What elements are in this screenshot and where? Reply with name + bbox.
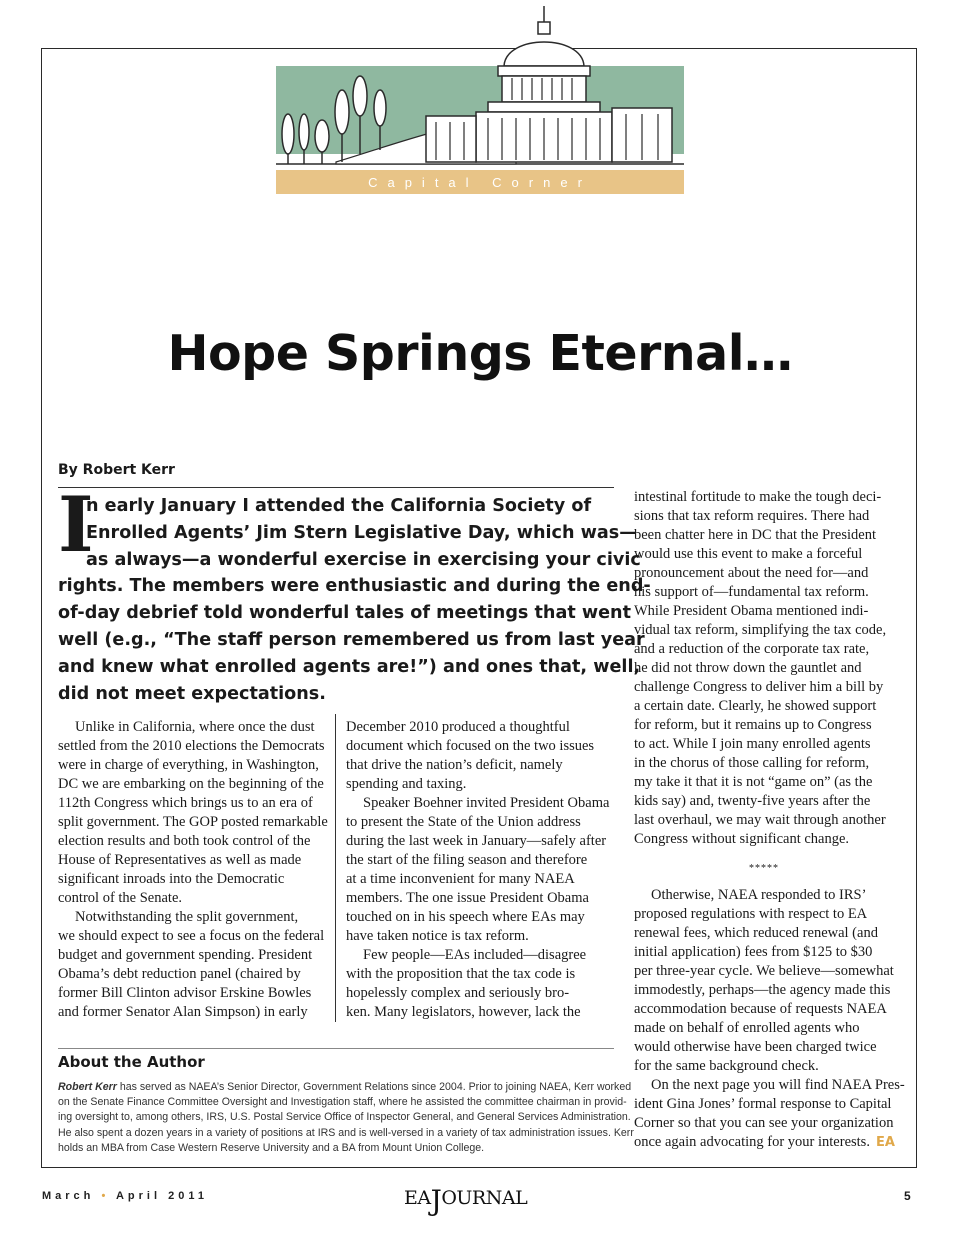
- issue-dot: •: [101, 1190, 110, 1202]
- column-divider: [335, 714, 336, 1022]
- body-line: for the same background check.: [634, 1058, 819, 1074]
- capitol-illustration: [276, 4, 684, 174]
- about-line: ing oversight to, among others, IRS, U.S. Postal Service Office of Inspector General, and General Services Administration.: [58, 1111, 631, 1124]
- body-line: to act. While I join many enrolled agents: [634, 736, 871, 752]
- body-line: DC we are embarking on the beginning of the: [58, 776, 324, 792]
- body-line: at a time inconvenient for many NAEA: [346, 871, 575, 887]
- body-line: have taken notice is tax reform.: [346, 928, 529, 944]
- lead-line: Enrolled Agents’ Jim Stern Legislative Day, which was—: [86, 522, 637, 543]
- body-column-3: [634, 488, 905, 1152]
- body-line: On the next page you will find NAEA Pres-: [651, 1077, 905, 1093]
- author-name: Robert Kerr: [58, 1081, 117, 1093]
- section-separator: *****: [749, 863, 779, 874]
- body-line: settled from the 2010 elections the Democrats: [58, 738, 325, 754]
- byline: By Robert Kerr: [58, 462, 175, 478]
- about-line-text: has served as NAEA’s Senior Director, Government Relations since 2004. Prior to joining NAEA, Kerr worked: [116, 1081, 632, 1093]
- body-line: would otherwise have been charged twice: [634, 1039, 877, 1055]
- body-line: Corner so that you can see your organization: [634, 1115, 894, 1131]
- body-line: hopelessly complex and seriously bro-: [346, 985, 570, 1001]
- issue-month-1: March: [42, 1190, 95, 1202]
- body-line: my take it that it is not “game on” (as the: [634, 774, 873, 790]
- body-line: to present the State of the Union address: [346, 814, 581, 830]
- body-column-1: [58, 718, 326, 1022]
- body-line: for reform, but it remains up to Congress: [634, 717, 872, 733]
- article-title: Hope Springs Eternal…: [167, 325, 793, 382]
- lead-line: as always—a wonderful exercise in exercising your civic: [86, 549, 641, 570]
- body-line: would use this event to make a forceful: [634, 546, 863, 562]
- body-line: ken. Many legislators, however, lack the: [346, 1004, 581, 1020]
- section-banner: Capital Corner: [276, 170, 684, 194]
- body-line: in the chorus of those calling for reform,: [634, 755, 870, 771]
- logo-prefix: EA: [404, 1187, 431, 1209]
- body-line: challenge Congress to deliver him a bill by: [634, 679, 884, 695]
- about-line: holds an MBA from Case Western Reserve University and a BA from Mount Union College.: [58, 1141, 485, 1154]
- about-heading: About the Author: [58, 1053, 205, 1071]
- lead-line: rights. The members were enthusiastic and during the end-: [58, 576, 651, 597]
- lead-line: did not meet expectations.: [58, 683, 326, 704]
- body-line: made on behalf of enrolled agents who: [634, 1020, 860, 1036]
- logo-j: J: [430, 1184, 442, 1217]
- body-line: significant inroads into the Democratic: [58, 871, 285, 887]
- body-line: the start of the filing season and therefore: [346, 852, 588, 868]
- body-line: accommodation because of requests NAEA: [634, 1001, 887, 1017]
- body-line: pronouncement about the need for—and: [634, 565, 869, 581]
- body-line: initial application) fees from $125 to $30: [634, 944, 873, 960]
- body-line: House of Representatives as well as made: [58, 852, 302, 868]
- body-line: election results and both took control of the: [58, 833, 311, 849]
- body-line: his support of—fundamental tax reform.: [634, 584, 869, 600]
- body-line: Speaker Boehner invited President Obama: [363, 795, 610, 811]
- ea-journal-logo: [404, 1184, 527, 1217]
- body-line: members. The one issue President Obama: [346, 890, 589, 906]
- last-line-text: once again advocating for your interests.: [634, 1134, 870, 1150]
- body-line: Obama’s debt reduction panel (chaired by: [58, 966, 301, 982]
- about-author-text: [58, 1080, 634, 1156]
- body-line: control of the Senate.: [58, 890, 183, 906]
- body-line: December 2010 produced a thoughtful: [346, 719, 570, 735]
- body-line: we should expect to see a focus on the federal: [58, 928, 325, 944]
- body-line: sions that tax reform requires. There had: [634, 508, 870, 524]
- body-line: Notwithstanding the split government,: [75, 909, 299, 925]
- body-line: a certain date. Clearly, he showed support: [634, 698, 877, 714]
- body-line: per three-year cycle. We believe—somewhat: [634, 963, 894, 979]
- body-line-last: [634, 1133, 894, 1152]
- body-line: during the last week in January—safely after: [346, 833, 607, 849]
- body-line: spending and taxing.: [346, 776, 467, 792]
- about-rule: [58, 1048, 614, 1049]
- body-line: that drive the nation’s deficit, namely: [346, 757, 563, 773]
- body-line: were in charge of everything, in Washington,: [58, 757, 319, 773]
- body-line: document which focused on the two issues: [346, 738, 595, 754]
- about-line: [58, 1080, 632, 1095]
- body-line: Unlike in California, where once the dust: [75, 719, 315, 735]
- body-column-2: [346, 718, 616, 1022]
- body-line: last overhaul, we may wait through another: [634, 812, 886, 828]
- body-line: renewal fees, which reduced renewal (and: [634, 925, 878, 941]
- body-line: and former Senator Alan Simpson) in early: [58, 1004, 308, 1020]
- body-line: Otherwise, NAEA responded to IRS’: [651, 887, 867, 903]
- lead-line: of-day debrief told wonderful tales of meetings that went: [58, 603, 631, 624]
- body-line: been chatter here in DC that the President: [634, 527, 876, 543]
- body-line: and a reduction of the corporate tax rate,: [634, 641, 870, 657]
- body-line: proposed regulations with respect to EA: [634, 906, 868, 922]
- body-line: Congress without significant change.: [634, 831, 850, 847]
- end-mark: EA: [875, 1135, 895, 1150]
- body-line: split government. The GOP posted remarkable: [58, 814, 328, 830]
- body-line: 112th Congress which brings us to an era of: [58, 795, 313, 811]
- issue-month-2: April 2011: [115, 1190, 208, 1202]
- lead-line: n early January I attended the California Society of: [86, 496, 592, 516]
- byline-rule: [58, 487, 614, 488]
- body-line: former Bill Clinton advisor Erskine Bowles: [58, 985, 312, 1001]
- body-line: kids say) and, twenty-five years after the: [634, 793, 871, 809]
- body-line: ident Gina Jones’ formal response to Capital: [634, 1096, 892, 1112]
- body-line: vidual tax reform, simplifying the tax code,: [634, 622, 887, 638]
- about-line: on the Senate Finance Committee Oversight and Investigation staff, where he assisted the committee chairman in provid-: [58, 1096, 627, 1109]
- lead-paragraph: [58, 493, 651, 707]
- body-line: with the proposition that the tax code is: [346, 966, 576, 982]
- lead-line: well (e.g., “The staff person remembered us from last year: [58, 629, 645, 650]
- body-line: immodestly, perhaps—the agency made this: [634, 982, 891, 998]
- body-line: budget and government spending. President: [58, 947, 313, 963]
- drop-cap: I: [58, 480, 94, 569]
- issue-date: [42, 1190, 208, 1202]
- logo-rest: OURNAL: [441, 1187, 528, 1209]
- page-number: 5: [904, 1189, 911, 1203]
- lead-line: and knew what enrolled agents are!”) and ones that, well,: [58, 656, 641, 677]
- body-line: While President Obama mentioned indi-: [634, 603, 869, 619]
- body-line: intestinal fortitude to make the tough deci-: [634, 489, 882, 505]
- body-line: he did not throw down the gauntlet and: [634, 660, 862, 676]
- about-line: He also spent a dozen years in a variety of positions at IRS and is well-versed in a variety of tax administration issues. Kerr: [58, 1126, 634, 1139]
- body-line: Few people—EAs included—disagree: [363, 947, 587, 963]
- body-line: touched on in his speech where EAs may: [346, 909, 585, 925]
